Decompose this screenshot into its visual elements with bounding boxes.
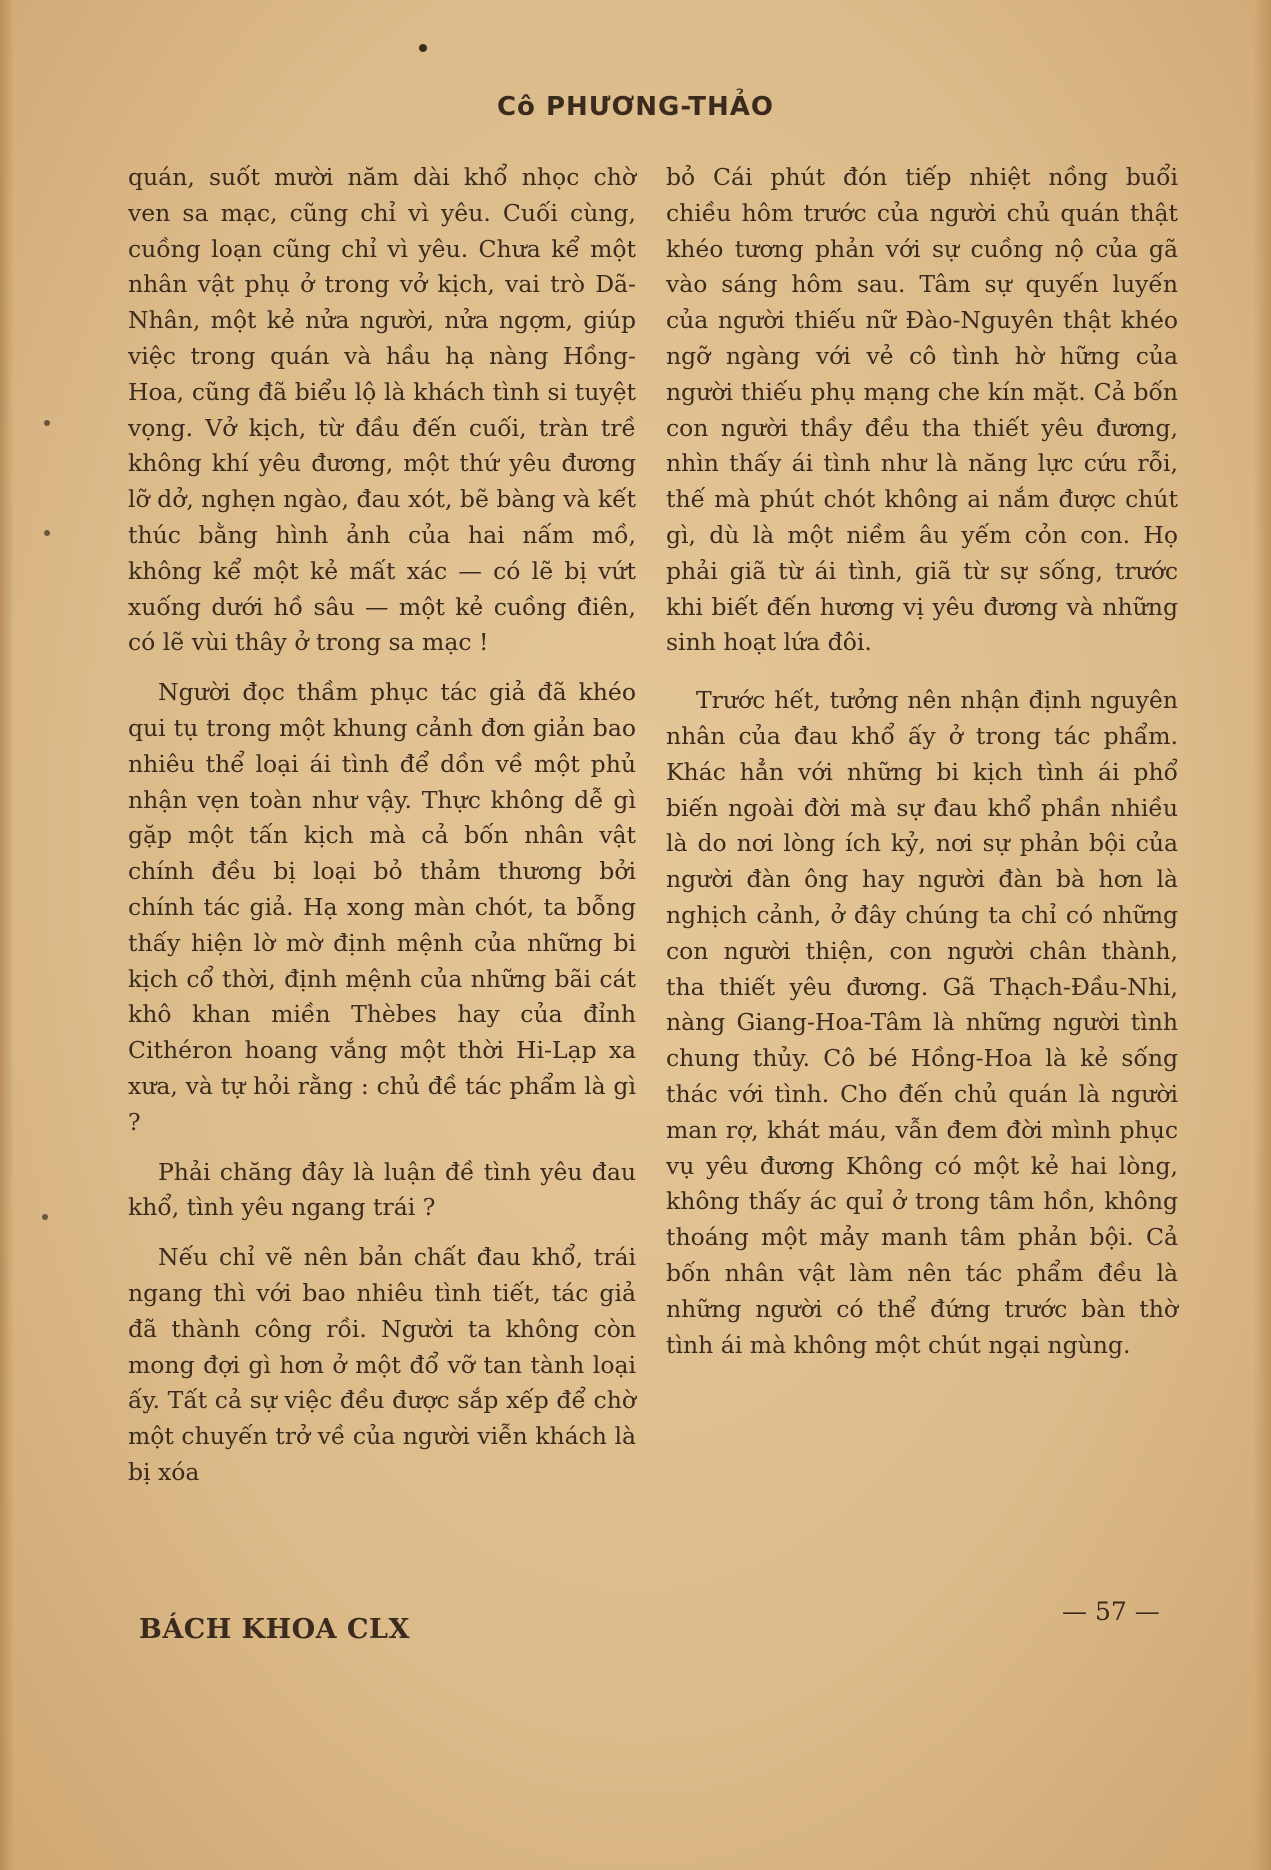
- running-title: Cô PHƯƠNG-THẢO: [496, 92, 775, 122]
- page-edge-left: [0, 0, 14, 1870]
- paragraph: Nếu chỉ vẽ nên bản chất đau khổ, trái ngang thì với bao nhiêu tình tiết, tác giả đã thành công rồi. Người ta không còn mong đợi gì hơn ở một đổ vỡ tan tành loại ấy. Tất cả sự việc đều được sắp xếp để chờ một chuyến trở về của người viễn khách là bị xóa: [128, 1243, 636, 1486]
- margin-mark: [44, 530, 50, 536]
- paragraph: bỏ Cái phút đón tiếp nhiệt nồng buổi chiều hôm trước của người chủ quán thật khéo tương phản với sự cuồng nộ của gã vào sáng hôm sau. Tâm sự quyến luyến của người thiếu nữ Đào-Nguyên thật khéo ngỡ ngàng với vẻ cô tình hờ hững của người thiếu phụ mạng che kín mặt. Cả bốn con người thầy đều tha thiết yêu đương, nhìn thấy ái tình như là năng lực cứu rỗi, thế mà phút chót không ai nắm được chút gì, dù là một niềm âu yếm cỏn con. Họ phải giã từ ái tình, giã từ sự sống, trước khi biết đến hương vị yêu đương và những sinh hoạt lứa đôi.: [666, 163, 1178, 657]
- right-column: [666, 160, 1178, 1363]
- paragraph: Người đọc thầm phục tác giả đã khéo qui tụ trong một khung cảnh đơn giản bao nhiêu thể loại ái tình để dồn về một phủ nhận vẹn toàn như vậy. Thực không dễ gì gặp một tấn kịch mà cả bốn nhân vật chính đều bị loại bỏ thảm thương bởi chính tác giả. Hạ xong màn chót, ta bỗng thấy hiện lờ mờ định mệnh của những bi kịch cổ thời, định mệnh của những bãi cát khô khan miền Thèbes hay của đỉnh Cithéron hoang vắng một thời Hi-Lạp xa xưa, và tự hỏi rằng : chủ đề tác phẩm là gì ?: [128, 678, 636, 1136]
- paragraph: Phải chăng đây là luận đề tình yêu đau khổ, tình yêu ngang trái ?: [128, 1157, 636, 1222]
- page-number: — 57 —: [1062, 1597, 1160, 1626]
- paragraph: quán, suốt mười năm dài khổ nhọc chờ ven sa mạc, cũng chỉ vì yêu. Cuối cùng, cuồng loạn cũng chỉ vì yêu. Chưa kể một nhân vật phụ ở trong vở kịch, vai trò Dã-Nhân, một kẻ nửa người, nửa ngợm, giúp việc trong quán và hầu hạ nàng Hồng-Hoa, cũng đã biểu lộ là khách tình si tuyệt vọng. Vở kịch, từ đầu đến cuối, tràn trề không khí yêu đương, một thứ yêu đương lỡ dở, nghẹn ngào, đau xót, bẽ bàng và kết thúc bằng hình ảnh của hai nấm mồ, không kể một kẻ mất xác — có lẽ bị vứt xuống dưới hồ sâu — một kẻ cuồng điên, có lẽ vùi thây ở trong sa mạc !: [128, 163, 636, 657]
- left-column: [128, 160, 636, 1491]
- margin-mark: [44, 420, 50, 426]
- margin-mark: [42, 1214, 48, 1220]
- paragraph: Trước hết, tưởng nên nhận định nguyên nhân của đau khổ ấy ở trong tác phẩm. Khác hẳn với những bi kịch tình ái phổ biến ngoài đời mà sự đau khổ phần nhiều là do nơi lòng ích kỷ, nơi sự phản bội của người đàn ông hay người đàn bà hơn là nghịch cảnh, ở đây chúng ta chỉ có những con người thiện, con người chân thành, tha thiết yêu đương. Gã Thạch-Đầu-Nhi, nàng Giang-Hoa-Tâm là những người tình chung thủy. Cô bé Hồng-Hoa là kẻ sống thác với tình. Cho đến chủ quán là người man rợ, khát máu, vẫn đem đời mình phục vụ yêu đương Không có một kẻ hai lòng, không thấy ác quỉ ở trong tâm hồn, không thoáng một mảy manh tâm phản bội. Cả bốn nhân vật làm nên tác phẩm đều là những người có thể đứng trước bàn thờ tình ái mà không một chút ngại ngùng.: [666, 686, 1178, 1359]
- publication-name: BÁCH KHOA CLX: [139, 1614, 410, 1645]
- ink-dot: [419, 44, 427, 52]
- page-edge-right: [1253, 0, 1271, 1870]
